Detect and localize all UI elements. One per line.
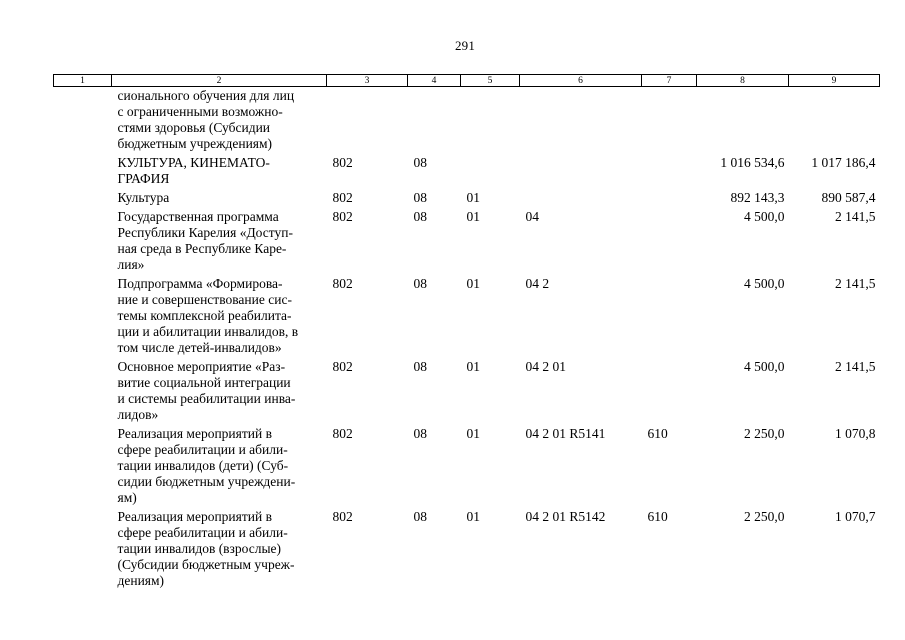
row-amount-1-cell: 4 500,0: [744, 359, 785, 374]
row-ministry-code-cell: 802: [332, 359, 353, 374]
row-number-cell: [54, 509, 112, 592]
row-expense-type-cell: [642, 190, 697, 209]
row-expense-type-cell: [642, 155, 697, 190]
table-body: [54, 87, 880, 593]
row-number-cell: [54, 155, 112, 190]
row-target-article-cell: [520, 190, 642, 209]
row-name-cell: Основное мероприятие «Раз- витие социальной интеграции и системы реабилитации инва- лидов»: [117, 359, 296, 422]
row-amount-2-cell: 1 070,7: [835, 509, 876, 524]
row-target-article-cell: [520, 87, 642, 156]
row-name-cell: КУЛЬТУРА, КИНЕМАТО- ГРАФИЯ: [117, 155, 270, 186]
header-cell: 2: [112, 75, 327, 87]
header-cell: 4: [408, 75, 461, 87]
row-name-cell: Реализация мероприятий в сфере реабилитации и абили- тации инвалидов (взрослые) (Субсидии бюджетным учреж- дениям): [117, 509, 295, 588]
row-subsection-code-cell: 01: [466, 509, 480, 524]
row-section-code-cell: 08: [413, 276, 427, 291]
row-expense-type-cell: [642, 209, 697, 276]
row-amount-2-cell: 890 587,4: [821, 190, 876, 205]
header-cell: 1: [54, 75, 112, 87]
row-expense-type-cell: 610: [647, 426, 668, 441]
row-target-article-cell: [520, 155, 642, 190]
header-cell: 3: [327, 75, 408, 87]
row-name-cell: Подпрограмма «Формирова- ние и совершенствование сис- темы комплексной реабилита- ции и абилитации инвалидов, в том числе детей-инвалидов»: [117, 276, 299, 355]
row-target-article-cell: 04: [525, 209, 539, 224]
header-cell: 7: [642, 75, 697, 87]
header-row: [54, 75, 880, 87]
row-amount-2-cell: 2 141,5: [835, 359, 876, 374]
row-subsection-code-cell: 01: [466, 359, 480, 374]
table-row: [54, 359, 880, 426]
row-amount-1-cell: 2 250,0: [744, 509, 785, 524]
row-number-cell: [54, 276, 112, 359]
row-ministry-code-cell: [327, 87, 408, 156]
row-expense-type-cell: [642, 359, 697, 426]
row-amount-2-cell: 2 141,5: [835, 276, 876, 291]
row-section-code-cell: 08: [413, 426, 427, 441]
row-amount-1-cell: 4 500,0: [744, 276, 785, 291]
row-amount-1-cell: 1 016 534,6: [720, 155, 785, 170]
header-cell: 9: [789, 75, 880, 87]
table-row: [54, 87, 880, 156]
row-name-cell: Реализация мероприятий в сфере реабилитации и абили- тации инвалидов (дети) (Суб- сидии бюджетным учреждени- ям): [117, 426, 296, 505]
row-subsection-code-cell: [461, 87, 520, 156]
row-number-cell: [54, 426, 112, 509]
header-cell: 5: [461, 75, 520, 87]
row-ministry-code-cell: 802: [332, 209, 353, 224]
row-ministry-code-cell: 802: [332, 190, 353, 205]
row-name-cell: Государственная программа Республики Карелия «Доступ- ная среда в Республике Каре- лия»: [117, 209, 293, 272]
row-amount-1-cell: [697, 87, 789, 156]
row-name-cell: Культура: [117, 190, 170, 205]
row-target-article-cell: 04 2 01 R5142: [525, 509, 606, 524]
row-ministry-code-cell: 802: [332, 155, 353, 170]
header-cell: 8: [697, 75, 789, 87]
row-amount-2-cell: 1 070,8: [835, 426, 876, 441]
row-ministry-code-cell: 802: [332, 509, 353, 524]
row-section-code-cell: 08: [413, 209, 427, 224]
table-row: [54, 426, 880, 509]
row-section-code-cell: 08: [413, 155, 427, 170]
row-subsection-code-cell: 01: [466, 426, 480, 441]
row-amount-2-cell: 1 017 186,4: [811, 155, 876, 170]
table-row: [54, 155, 880, 190]
row-amount-1-cell: 2 250,0: [744, 426, 785, 441]
row-subsection-code-cell: [461, 155, 520, 190]
row-number-cell: [54, 359, 112, 426]
page-number: 291: [454, 38, 476, 53]
row-target-article-cell: 04 2 01: [525, 359, 566, 374]
row-number-cell: [54, 87, 112, 156]
row-target-article-cell: 04 2 01 R5141: [525, 426, 606, 441]
row-ministry-code-cell: 802: [332, 276, 353, 291]
table-row: [54, 276, 880, 359]
row-amount-2-cell: 2 141,5: [835, 209, 876, 224]
row-target-article-cell: 04 2: [525, 276, 550, 291]
budget-table: [53, 74, 880, 592]
row-section-code-cell: 08: [413, 359, 427, 374]
row-subsection-code-cell: 01: [466, 276, 480, 291]
row-section-code-cell: 08: [413, 509, 427, 524]
table-row: [54, 209, 880, 276]
row-ministry-code-cell: 802: [332, 426, 353, 441]
table-row: [54, 190, 880, 209]
row-expense-type-cell: [642, 276, 697, 359]
table-row: [54, 509, 880, 592]
table-header: [54, 75, 880, 87]
row-number-cell: [54, 209, 112, 276]
row-expense-type-cell: [642, 87, 697, 156]
row-amount-1-cell: 4 500,0: [744, 209, 785, 224]
row-number-cell: [54, 190, 112, 209]
row-amount-1-cell: 892 143,3: [730, 190, 785, 205]
row-subsection-code-cell: 01: [466, 190, 480, 205]
row-amount-2-cell: [789, 87, 880, 156]
row-subsection-code-cell: 01: [466, 209, 480, 224]
row-name-cell: сионального обучения для лиц с ограниченными возможно- стями здоровья (Субсидии бюджетным учреждениям): [117, 88, 295, 151]
row-expense-type-cell: 610: [647, 509, 668, 524]
row-section-code-cell: [408, 87, 461, 156]
header-cell: 6: [520, 75, 642, 87]
row-section-code-cell: 08: [413, 190, 427, 205]
